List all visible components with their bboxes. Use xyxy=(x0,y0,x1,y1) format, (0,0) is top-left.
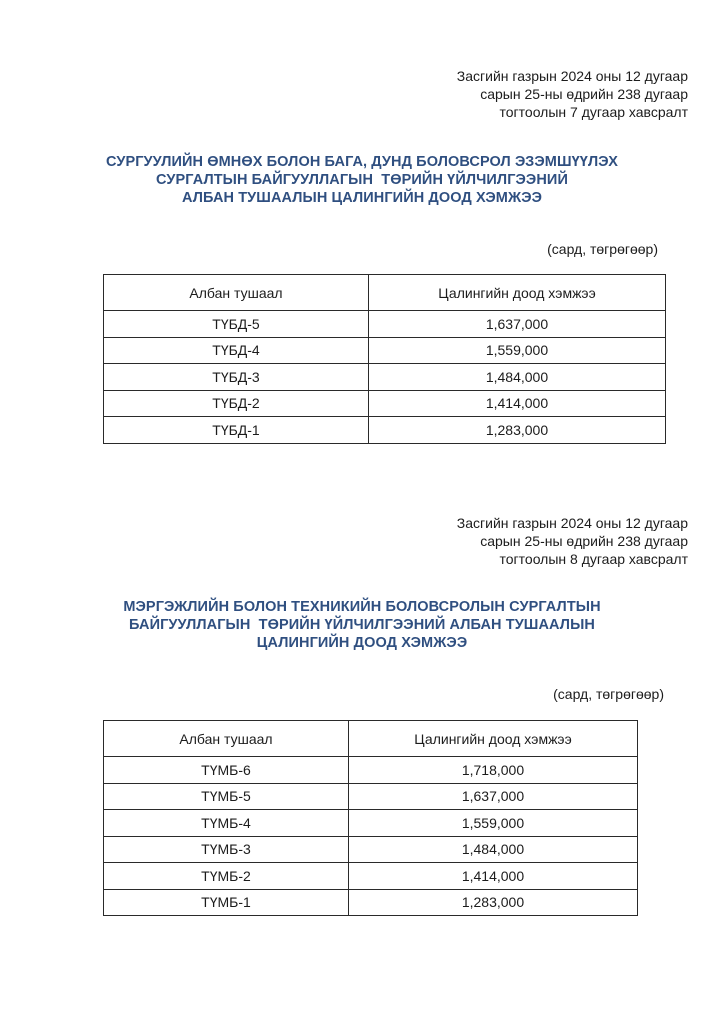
position-cell: ТҮМБ-6 xyxy=(104,757,349,784)
salary-column-header: Цалингийн доод хэмжээ xyxy=(369,275,666,311)
salary-cell: 1,637,000 xyxy=(369,311,666,338)
annex-8-reference xyxy=(457,514,688,568)
reference-line: Засгийн газрын 2024 оны 12 дугаар xyxy=(456,515,688,531)
title-line: СУРГАЛТЫН БАЙГУУЛЛАГЫН ТӨРИЙН ҮЙЛЧИЛГЭЭНИЙ xyxy=(156,172,568,188)
table-row xyxy=(104,390,666,417)
table-row xyxy=(104,311,666,338)
salary-cell: 1,637,000 xyxy=(349,783,638,810)
reference-line: тогтоолын 8 дугаар хавсралт xyxy=(499,551,688,567)
salary-cell: 1,484,000 xyxy=(349,836,638,863)
salary-cell: 1,283,000 xyxy=(349,889,638,916)
annex-7-unit-note: (сард, төгрөгөөр) xyxy=(547,241,658,257)
position-column-header: Албан тушаал xyxy=(104,275,369,311)
salary-cell: 1,559,000 xyxy=(349,810,638,837)
title-line: ЦАЛИНГИЙН ДООД ХЭМЖЭЭ xyxy=(256,635,468,651)
position-cell: ТҮМБ-2 xyxy=(104,863,349,890)
title-line: СУРГУУЛИЙН ӨМНӨХ БОЛОН БАГА, ДУНД БОЛОВСРОЛ ЭЗЭМШҮҮЛЭХ xyxy=(105,154,619,170)
salary-cell: 1,414,000 xyxy=(369,390,666,417)
reference-line: сарын 25-ны өдрийн 238 дугаар xyxy=(480,533,688,549)
position-cell: ТҮМБ-1 xyxy=(104,889,349,916)
title-line: АЛБАН ТУШААЛЫН ЦАЛИНГИЙН ДООД ХЭМЖЭЭ xyxy=(181,190,543,206)
annex-7-title xyxy=(0,153,724,207)
position-cell: ТҮМБ-4 xyxy=(104,810,349,837)
table-row xyxy=(104,337,666,364)
reference-line: Засгийн газрын 2024 оны 12 дугаар xyxy=(456,68,688,84)
salary-cell: 1,283,000 xyxy=(369,417,666,444)
position-cell: ТҮМБ-3 xyxy=(104,836,349,863)
position-cell: ТҮМБ-5 xyxy=(104,783,349,810)
position-cell: ТҮБД-2 xyxy=(104,390,369,417)
position-cell: ТҮБД-5 xyxy=(104,311,369,338)
position-cell: ТҮБД-1 xyxy=(104,417,369,444)
position-cell: ТҮБД-3 xyxy=(104,364,369,391)
position-cell: ТҮБД-4 xyxy=(104,337,369,364)
table-row xyxy=(104,757,638,784)
table-row xyxy=(104,863,638,890)
table-row xyxy=(104,783,638,810)
annex-7-reference xyxy=(457,67,688,121)
annex-8-title xyxy=(0,598,724,652)
annex-7-salary-table xyxy=(103,274,666,444)
annex-8-salary-table xyxy=(103,720,638,916)
reference-line: сарын 25-ны өдрийн 238 дугаар xyxy=(480,86,688,102)
salary-cell: 1,484,000 xyxy=(369,364,666,391)
table-row xyxy=(104,417,666,444)
title-line: БАЙГУУЛЛАГЫН ТӨРИЙН ҮЙЛЧИЛГЭЭНИЙ АЛБАН ТУШААЛЫН xyxy=(129,617,595,633)
salary-cell: 1,559,000 xyxy=(369,337,666,364)
table-row xyxy=(104,810,638,837)
table-header-row xyxy=(104,275,666,311)
title-line: МЭРГЭЖЛИЙН БОЛОН ТЕХНИКИЙН БОЛОВСРОЛЫН СУРГАЛТЫН xyxy=(123,599,601,615)
position-column-header: Албан тушаал xyxy=(104,721,349,757)
annex-8-unit-note: (сард, төгрөгөөр) xyxy=(553,686,664,702)
reference-line: тогтоолын 7 дугаар хавсралт xyxy=(499,104,688,120)
salary-cell: 1,718,000 xyxy=(349,757,638,784)
table-row xyxy=(104,836,638,863)
table-header-row xyxy=(104,721,638,757)
salary-column-header: Цалингийн доод хэмжээ xyxy=(349,721,638,757)
table-row xyxy=(104,364,666,391)
table-row xyxy=(104,889,638,916)
salary-cell: 1,414,000 xyxy=(349,863,638,890)
